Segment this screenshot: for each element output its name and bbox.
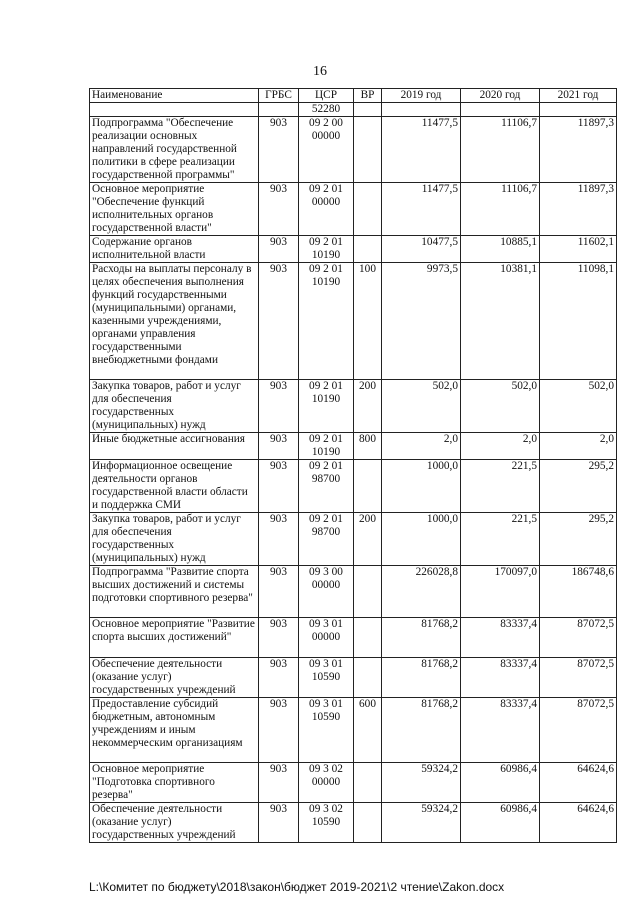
header-2020: 2020 год — [461, 89, 540, 103]
header-2019: 2019 год — [382, 89, 461, 103]
row-2020: 83337,4 — [461, 658, 540, 698]
row-2020: 11106,7 — [461, 117, 540, 183]
table-row — [90, 763, 617, 803]
row-name: Содержание органов исполнительной власти — [90, 236, 259, 263]
row-grbs: 903 — [259, 183, 299, 236]
table-row — [90, 117, 617, 183]
row-2021: 295,2 — [540, 513, 617, 566]
row-name: Основное мероприятие "Подготовка спортивного резерва" — [90, 763, 259, 803]
row-vr: 200 — [354, 513, 382, 566]
carryover-2019 — [382, 103, 461, 117]
table-row — [90, 513, 617, 566]
row-csr: 09 3 01 10590 — [299, 698, 354, 763]
budget-table — [89, 88, 617, 843]
header-vr: ВР — [354, 89, 382, 103]
row-2020: 83337,4 — [461, 618, 540, 658]
header-2021: 2021 год — [540, 89, 617, 103]
row-vr — [354, 658, 382, 698]
row-2021: 11897,3 — [540, 117, 617, 183]
row-grbs: 903 — [259, 460, 299, 513]
row-2019: 11477,5 — [382, 183, 461, 236]
row-2020: 60986,4 — [461, 763, 540, 803]
row-2020: 221,5 — [461, 460, 540, 513]
row-2021: 87072,5 — [540, 618, 617, 658]
row-grbs: 903 — [259, 566, 299, 618]
row-name: Расходы на выплаты персоналу в целях обеспечения выполнения функций государственными (муниципальными) органами, казенными учреждениями, органами управления государственными внебюджетными фондами — [90, 263, 259, 380]
row-2020: 11106,7 — [461, 183, 540, 236]
row-2020: 83337,4 — [461, 698, 540, 763]
carryover-2021 — [540, 103, 617, 117]
row-2019: 9973,5 — [382, 263, 461, 380]
row-2021: 186748,6 — [540, 566, 617, 618]
row-csr: 09 3 02 10590 — [299, 803, 354, 843]
row-csr: 09 2 01 98700 — [299, 460, 354, 513]
row-2019: 10477,5 — [382, 236, 461, 263]
row-2019: 1000,0 — [382, 460, 461, 513]
row-2020: 60986,4 — [461, 803, 540, 843]
row-grbs: 903 — [259, 513, 299, 566]
row-name: Обеспечение деятельности (оказание услуг) государственных учреждений — [90, 803, 259, 843]
row-2021: 11897,3 — [540, 183, 617, 236]
carryover-row — [90, 103, 617, 117]
row-name: Предоставление субсидий бюджетным, автономным учреждениям и иным некоммерческим организациям — [90, 698, 259, 763]
row-vr: 200 — [354, 380, 382, 433]
carryover-csr: 52280 — [299, 103, 354, 117]
row-2019: 81768,2 — [382, 658, 461, 698]
row-2021: 11602,1 — [540, 236, 617, 263]
row-2021: 64624,6 — [540, 763, 617, 803]
row-name: Информационное освещение деятельности органов государственной власти области и поддержка СМИ — [90, 460, 259, 513]
row-2020: 502,0 — [461, 380, 540, 433]
row-grbs: 903 — [259, 698, 299, 763]
row-name: Основное мероприятие "Обеспечение функций исполнительных органов государственной власти" — [90, 183, 259, 236]
row-name: Основное мероприятие "Развитие спорта высших достижений" — [90, 618, 259, 658]
row-csr: 09 2 01 10190 — [299, 380, 354, 433]
row-csr: 09 2 01 10190 — [299, 263, 354, 380]
row-csr: 09 3 00 00000 — [299, 566, 354, 618]
table-row — [90, 236, 617, 263]
row-grbs: 903 — [259, 803, 299, 843]
row-name: Подпрограмма "Развитие спорта высших достижений и системы подготовки спортивного резерва" — [90, 566, 259, 618]
row-2019: 11477,5 — [382, 117, 461, 183]
row-grbs: 903 — [259, 433, 299, 460]
row-name: Иные бюджетные ассигнования — [90, 433, 259, 460]
row-grbs: 903 — [259, 618, 299, 658]
header-name: Наименование — [90, 89, 259, 103]
row-grbs: 903 — [259, 117, 299, 183]
row-csr: 09 2 01 00000 — [299, 183, 354, 236]
table-row — [90, 803, 617, 843]
row-grbs: 903 — [259, 263, 299, 380]
header-csr: ЦСР — [299, 89, 354, 103]
row-2019: 81768,2 — [382, 698, 461, 763]
row-2021: 11098,1 — [540, 263, 617, 380]
table-row — [90, 658, 617, 698]
row-2019: 1000,0 — [382, 513, 461, 566]
page-number: 16 — [313, 64, 327, 79]
row-grbs: 903 — [259, 236, 299, 263]
row-2019: 226028,8 — [382, 566, 461, 618]
row-2019: 59324,2 — [382, 763, 461, 803]
row-2021: 87072,5 — [540, 658, 617, 698]
row-csr: 09 3 01 00000 — [299, 618, 354, 658]
row-2020: 221,5 — [461, 513, 540, 566]
row-grbs: 903 — [259, 658, 299, 698]
row-vr — [354, 460, 382, 513]
table-row — [90, 618, 617, 658]
row-grbs: 903 — [259, 380, 299, 433]
row-grbs: 903 — [259, 763, 299, 803]
row-2021: 87072,5 — [540, 698, 617, 763]
row-name: Обеспечение деятельности (оказание услуг) государственных учреждений — [90, 658, 259, 698]
row-csr: 09 2 01 98700 — [299, 513, 354, 566]
file-path-footer: L:\Комитет по бюджету\2018\закон\бюджет 2019-2021\2 чтение\Zakon.docx — [89, 880, 505, 894]
row-vr — [354, 236, 382, 263]
table-row — [90, 263, 617, 380]
row-2020: 10885,1 — [461, 236, 540, 263]
row-name: Закупка товаров, работ и услуг для обеспечения государственных (муниципальных) нужд — [90, 513, 259, 566]
row-vr — [354, 183, 382, 236]
row-vr — [354, 803, 382, 843]
row-vr — [354, 566, 382, 618]
row-2019: 81768,2 — [382, 618, 461, 658]
table-row — [90, 698, 617, 763]
row-vr: 600 — [354, 698, 382, 763]
table-row — [90, 380, 617, 433]
carryover-name — [90, 103, 259, 117]
row-csr: 09 3 01 10590 — [299, 658, 354, 698]
row-csr: 09 3 02 00000 — [299, 763, 354, 803]
table-row — [90, 460, 617, 513]
header-grbs: ГРБС — [259, 89, 299, 103]
row-name: Подпрограмма "Обеспечение реализации основных направлений государственной политики в сфере реализации государственной программы" — [90, 117, 259, 183]
row-vr: 800 — [354, 433, 382, 460]
row-csr: 09 2 00 00000 — [299, 117, 354, 183]
row-2021: 295,2 — [540, 460, 617, 513]
table-row — [90, 566, 617, 618]
carryover-2020 — [461, 103, 540, 117]
row-2020: 170097,0 — [461, 566, 540, 618]
row-2020: 2,0 — [461, 433, 540, 460]
row-2021: 2,0 — [540, 433, 617, 460]
row-csr: 09 2 01 10190 — [299, 433, 354, 460]
row-vr: 100 — [354, 263, 382, 380]
row-2019: 502,0 — [382, 380, 461, 433]
row-2020: 10381,1 — [461, 263, 540, 380]
table-row — [90, 183, 617, 236]
carryover-vr — [354, 103, 382, 117]
table-row — [90, 433, 617, 460]
row-2021: 64624,6 — [540, 803, 617, 843]
row-name: Закупка товаров, работ и услуг для обеспечения государственных (муниципальных) нужд — [90, 380, 259, 433]
row-vr — [354, 618, 382, 658]
table-header-row — [90, 89, 617, 103]
row-vr — [354, 117, 382, 183]
carryover-grbs — [259, 103, 299, 117]
row-2021: 502,0 — [540, 380, 617, 433]
row-2019: 2,0 — [382, 433, 461, 460]
row-vr — [354, 763, 382, 803]
row-csr: 09 2 01 10190 — [299, 236, 354, 263]
row-2019: 59324,2 — [382, 803, 461, 843]
